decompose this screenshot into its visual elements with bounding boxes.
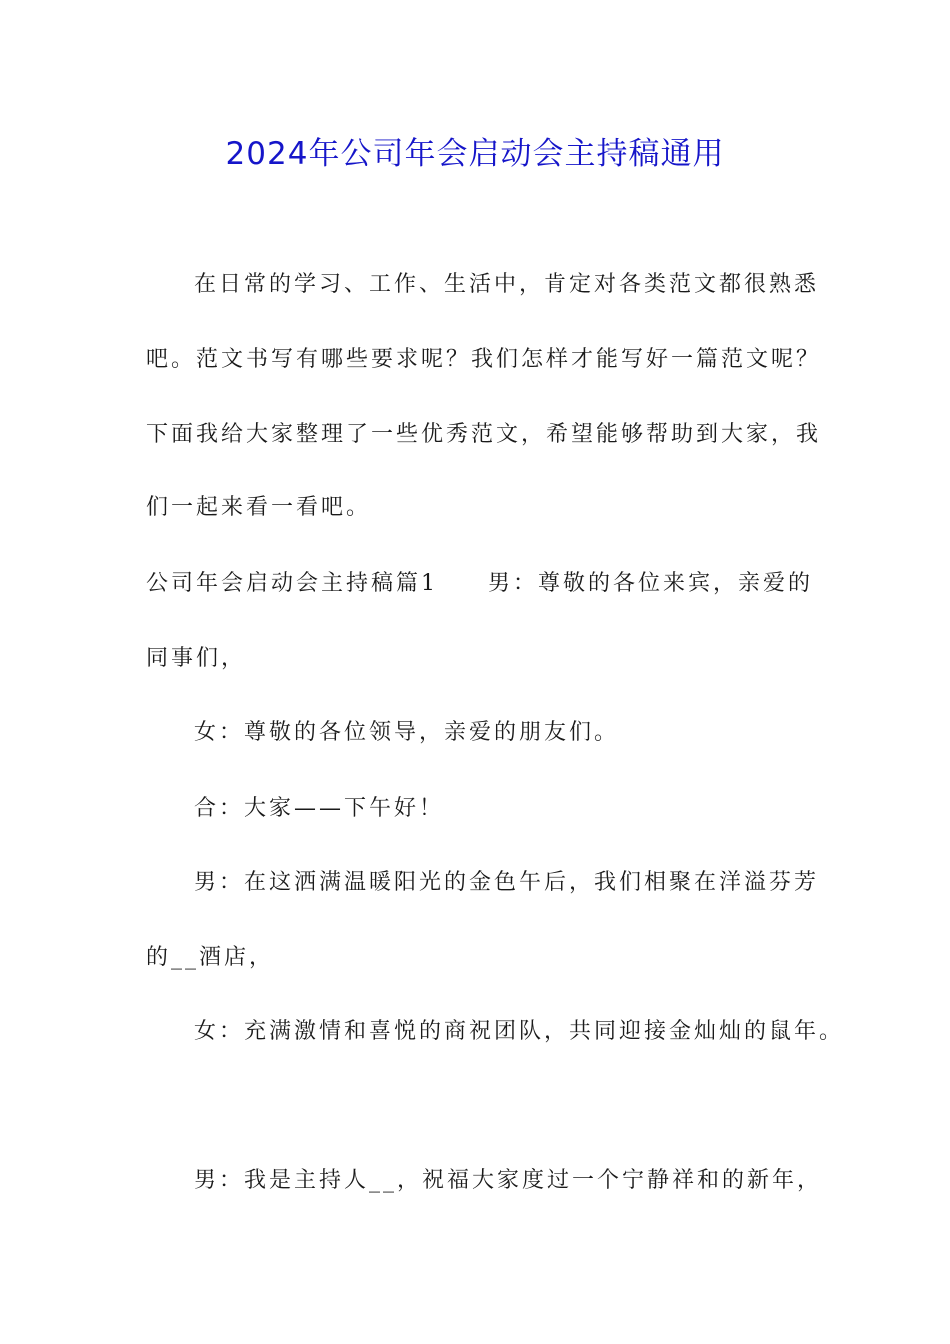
speaker-line: 合：大家——下午好！ [194,796,445,821]
speaker-line: 男：我是主持人__，祝福大家度过一个宁静祥和的新年， [194,1168,823,1193]
paragraph-line: 吧。范文书写有哪些要求呢？我们怎样才能写好一篇范文呢？ [146,347,822,372]
paragraph-line: 下面我给大家整理了一些优秀范文，希望能够帮助到大家，我 [146,422,822,447]
speaker-line: 女：尊敬的各位领导，亲爱的朋友们。 [194,720,620,745]
speaker-line: 男：在这洒满温暖阳光的金色午后，我们相聚在洋溢芬芳 [194,870,820,895]
paragraph-line: 在日常的学习、工作、生活中，肯定对各类范文都很熟悉 [194,272,820,297]
paragraph-line: 的__酒店， [146,945,275,970]
speaker-line: 男：尊敬的各位来宾，亲爱的 [488,571,814,596]
paragraph-line: 同事们， [146,646,247,671]
speaker-line: 女：充满激情和喜悦的商祝团队，共同迎接金灿灿的鼠年。 [194,1019,845,1044]
section-heading: 公司年会启动会主持稿篇1 [146,571,438,596]
paragraph-line: 们一起来看一看吧。 [146,495,372,520]
document-title: 2024年公司年会启动会主持稿通用 [225,136,725,172]
section-heading-line [146,569,813,599]
